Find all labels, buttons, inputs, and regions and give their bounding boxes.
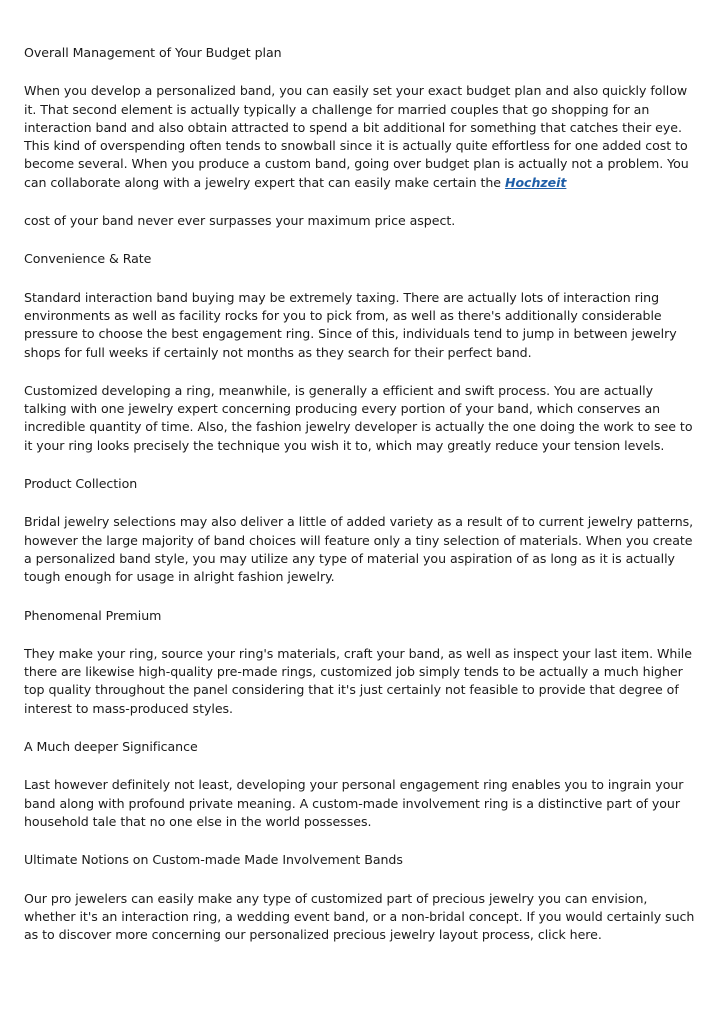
- paragraph-ultimate-1: Our pro jewelers can easily make any type of customized part of precious jewelry you can envision, whether it's an interaction ring, a wedding event band, or a non-bridal concept. If you would certainly such as to discover more concerning our personalized precious jewelry layout process, click here.: [24, 890, 695, 943]
- section-heading-ultimate: Ultimate Notions on Custom-made Made Involvement Bands: [24, 852, 403, 868]
- paragraph-budget-1: [24, 82, 696, 192]
- paragraph-significance-1: Last however definitely not least, developing your personal engagement ring enables you to ingrain your band along with profound private meaning. A custom-made involvement ring is a distinctive part of your household tale that no one else in the world possesses.: [24, 777, 684, 829]
- section-heading-product: Product Collection: [24, 476, 138, 492]
- section-heading-premium: Phenomenal Premium: [24, 607, 162, 623]
- paragraph-budget-1-text: When you develop a personalized band, you can easily set your exact budget plan and also quickly follow it. That second element is actually typically a challenge for married couples that go shopping for an interaction band and also obtain attracted to spend a bit additional for something that catches their eye. This kind of overspending often tends to snowball since it is actually quite effortless for one added cost to become several. When you produce a custom band, going over budget plan is actually not a problem. You can collaborate along with a jewelry expert that can easily make certain the: [24, 83, 689, 190]
- section-heading-significance: A Much deeper Significance: [24, 739, 198, 755]
- section-heading-budget: Overall Management of Your Budget plan: [24, 45, 282, 60]
- paragraph-premium-1: They make your ring, source your ring's materials, craft your band, as well as inspect your last item. While there are likewise high-quality pre-made rings, customized job simply tends to be actually a much higher top quality throughout the panel considering that it's just certainly not feasible to provide that degree of interest to mass-produced styles.: [24, 645, 692, 716]
- paragraph-convenience-2: Customized developing a ring, meanwhile, is generally a efficient and swift process. You are actually talking with one jewelry expert concerning producing every portion of your band, which conserves an incredible quantity of time. Also, the fashion jewelry developer is actually the one doing the work to see to it your ring looks precisely the technique you wish it to, which may greatly reduce your tension levels.: [24, 382, 693, 453]
- paragraph-convenience-1: Standard interaction band buying may be extremely taxing. There are actually lots of interaction ring environments as well as facility rocks for you to pick from, as well as there's additionally considerable pressure to choose the best engagement ring. Since of this, individuals tend to jump in between jewelry shops for full weeks if certainly not months as they search for their perfect band.: [24, 289, 677, 360]
- paragraph-budget-2: cost of your band never ever surpasses your maximum price aspect.: [24, 213, 456, 229]
- paragraph-product-1: Bridal jewelry selections may also deliver a little of added variety as a result of to current jewelry patterns, however the large majority of band choices will feature only a tiny selection of materials. When you create a personalized band style, you may utilize any type of material you aspiration of as long as it is actually tough enough for usage in alright fashion jewelry.: [24, 514, 694, 585]
- hochzeit-link[interactable]: Hochzeit: [504, 174, 567, 190]
- section-heading-convenience: Convenience & Rate: [24, 251, 152, 267]
